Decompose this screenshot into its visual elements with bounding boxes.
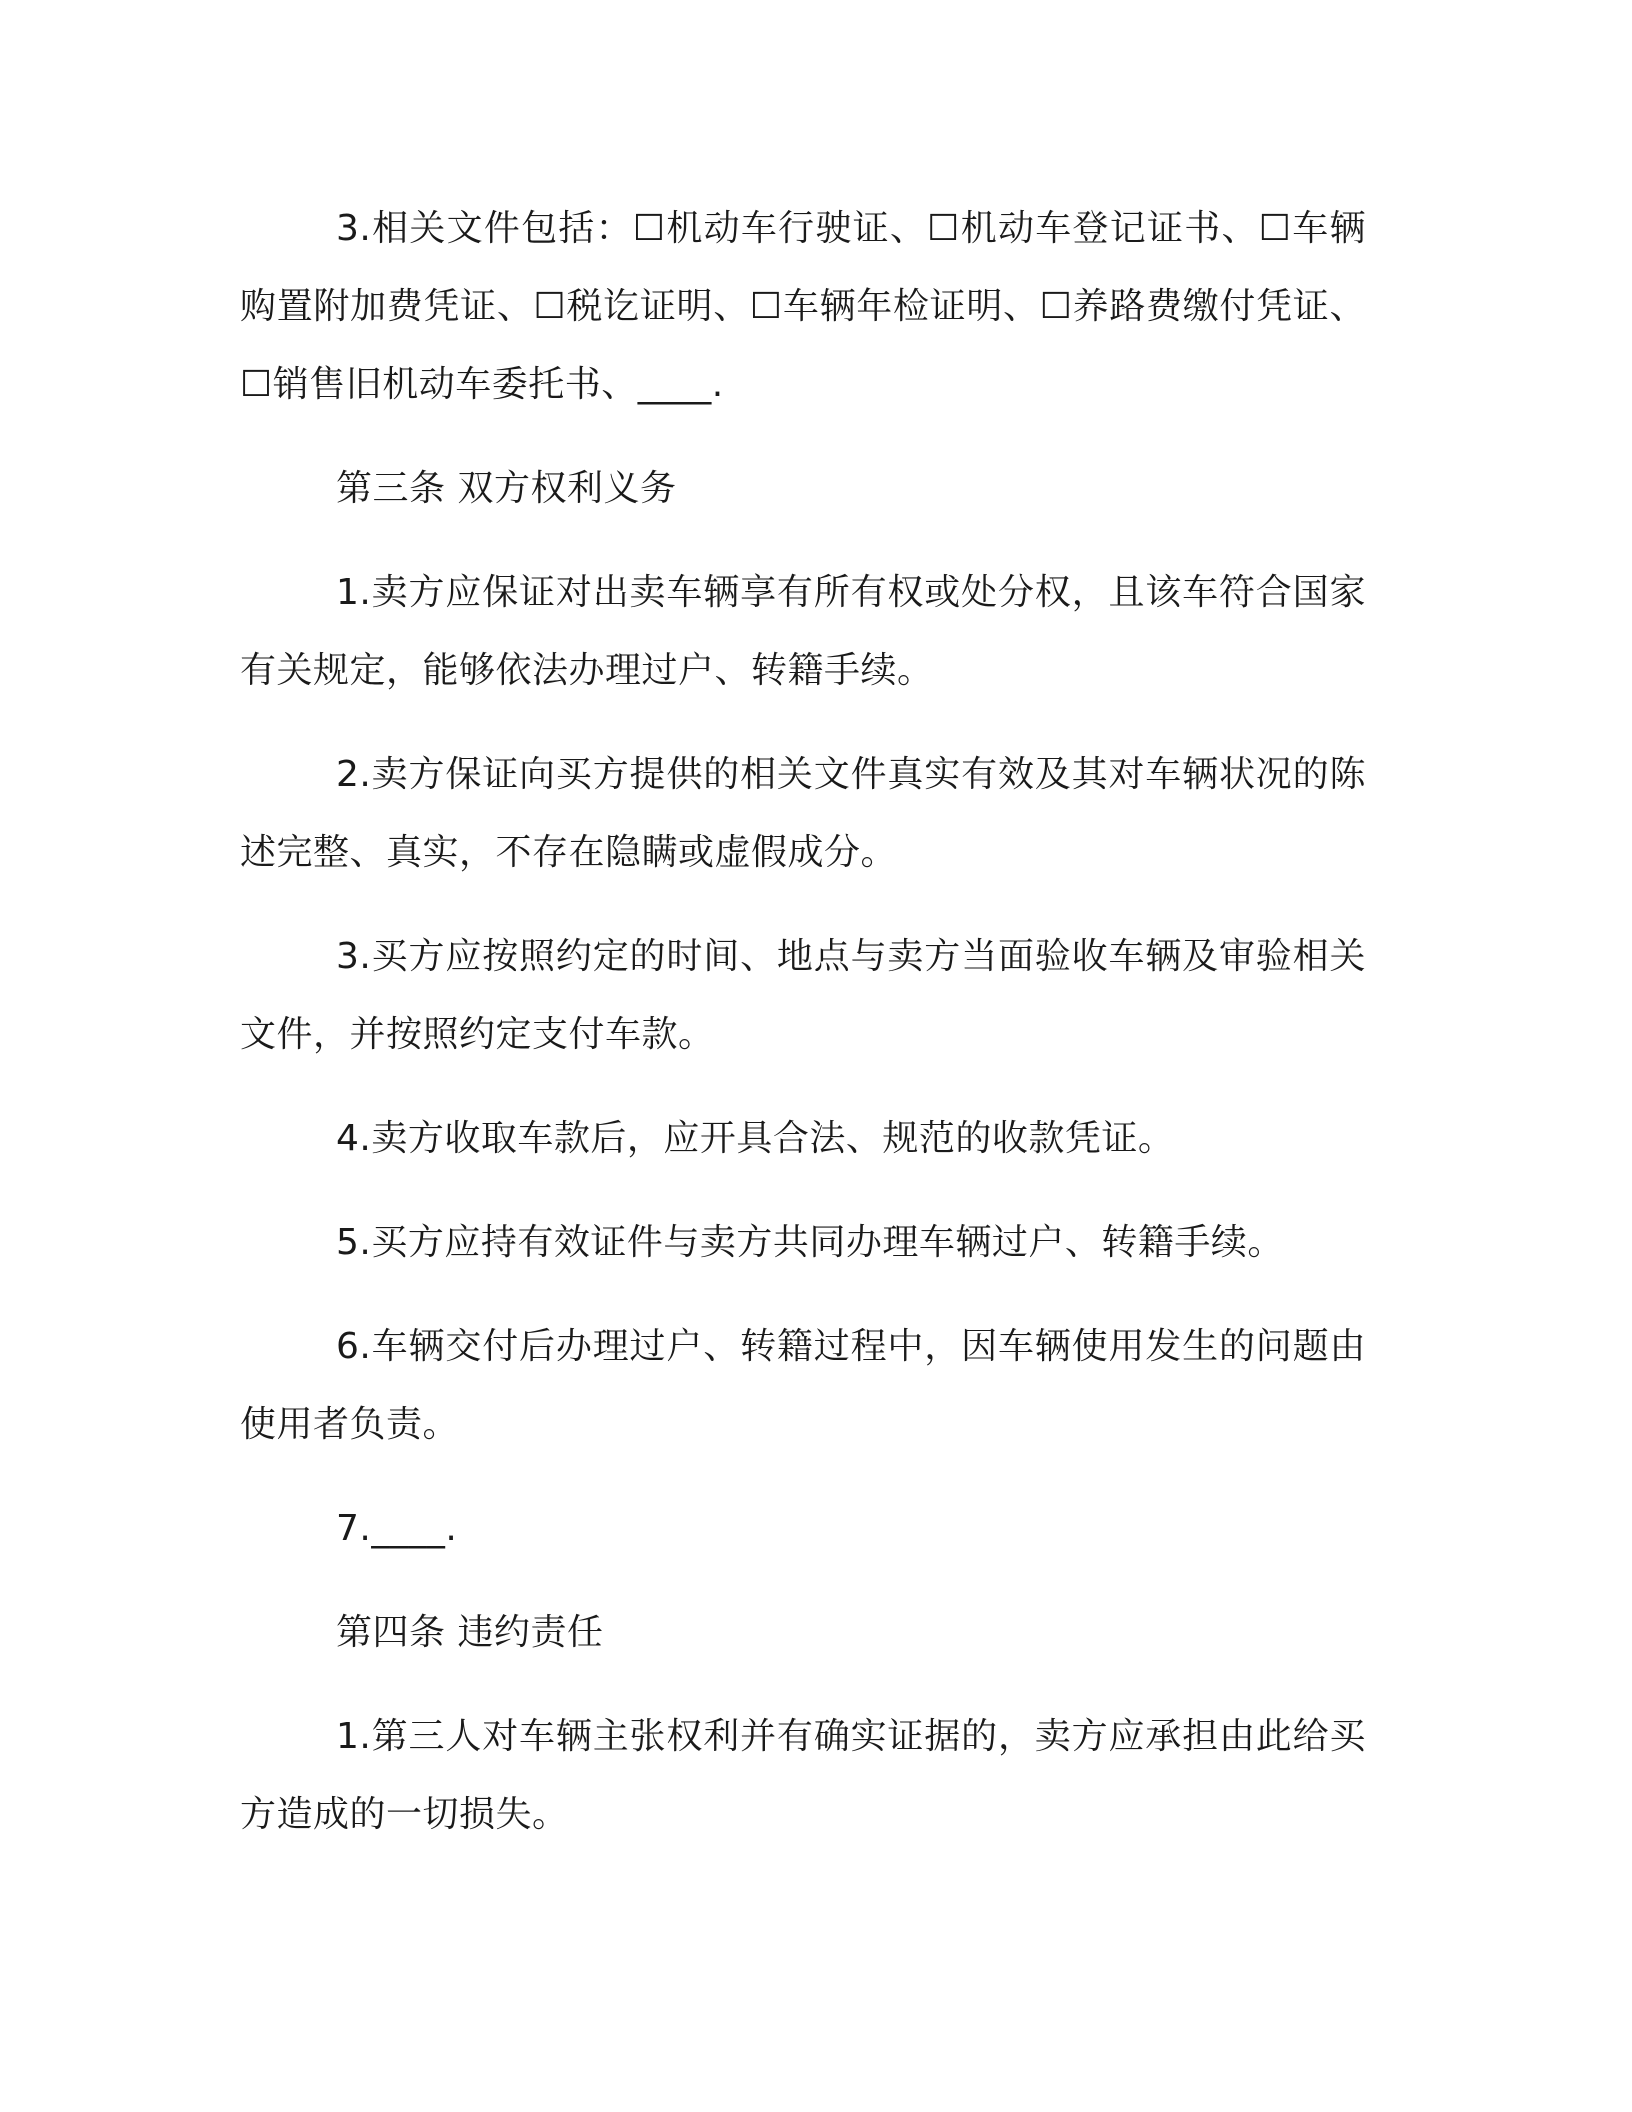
article-3-item-1: 1.卖方应保证对出卖车辆享有所有权或处分权，且该车符合国家有关规定，能够依法办理过户、转籍手续。 (240, 572, 1366, 691)
article-4-heading: 第四条 违约责任 (336, 1612, 604, 1653)
document-page (240, 190, 1366, 1880)
article-3-item-2: 2.卖方保证向买方提供的相关文件真实有效及其对车辆状况的陈述完整、真实，不存在隐瞒或虚假成分。 (240, 754, 1366, 873)
article-3-heading: 第三条 双方权利义务 (336, 468, 677, 509)
article-3-item-7: 7.____. (336, 1508, 458, 1549)
article-3-item-4: 4.卖方收取车款后，应开具合法、规范的收款凭证。 (336, 1118, 1175, 1159)
clause-3-related-documents: 3.相关文件包括：☐机动车行驶证、☐机动车登记证书、☐车辆购置附加费凭证、☐税讫证明、☐车辆年检证明、☐养路费缴付凭证、☐销售旧机动车委托书、____. (240, 208, 1366, 405)
article-4-item-1: 1.第三人对车辆主张权利并有确实证据的，卖方应承担由此给买方造成的一切损失。 (240, 1716, 1366, 1835)
article-3-item-3: 3.买方应按照约定的时间、地点与卖方当面验收车辆及审验相关文件，并按照约定支付车款。 (240, 936, 1366, 1055)
article-3-item-6: 6.车辆交付后办理过户、转籍过程中，因车辆使用发生的问题由使用者负责。 (240, 1326, 1366, 1445)
article-3-item-5: 5.买方应持有效证件与卖方共同办理车辆过户、转籍手续。 (336, 1222, 1284, 1263)
